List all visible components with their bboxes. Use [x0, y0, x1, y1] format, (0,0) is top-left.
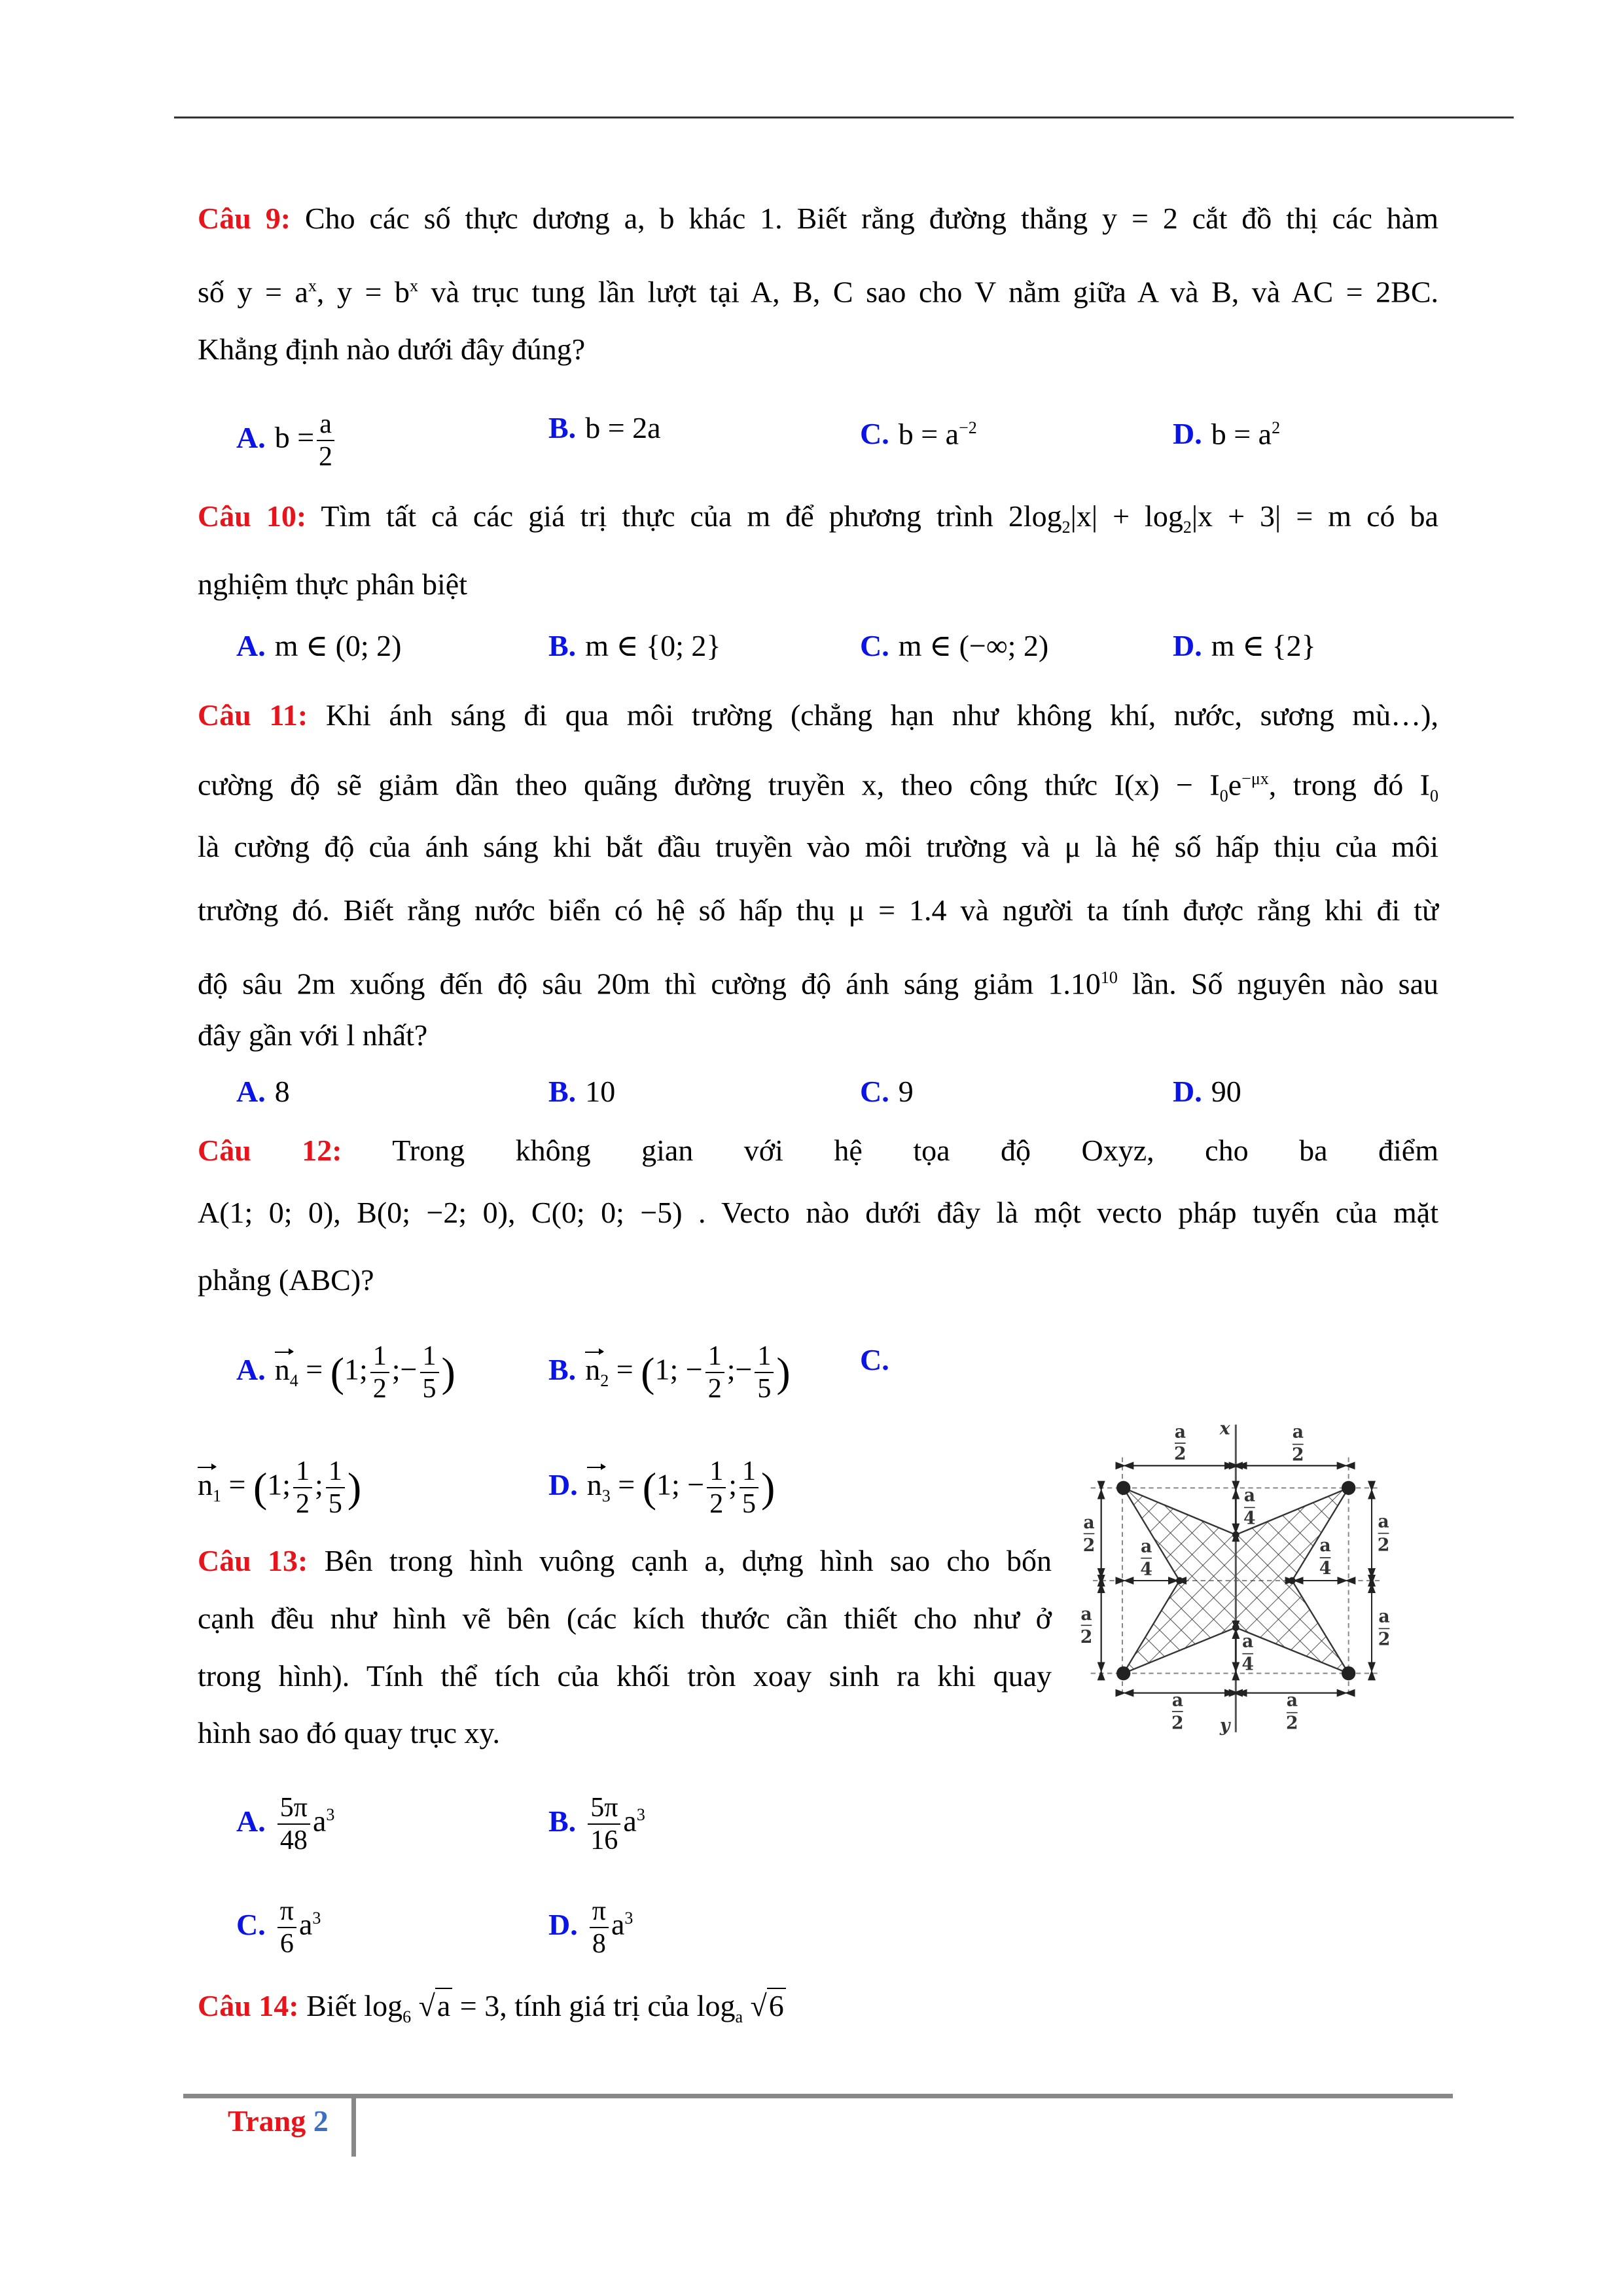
option-text: a — [298, 1907, 313, 1941]
fraction — [277, 1792, 310, 1856]
q14-sub: 6 — [402, 2007, 412, 2027]
dim-num: a — [1083, 1513, 1095, 1533]
dim-den: 2 — [1171, 1713, 1184, 1734]
dim-label-quarter-right — [1319, 1535, 1332, 1579]
vector-index: 1 — [213, 1486, 221, 1505]
fraction — [293, 1456, 312, 1520]
q10-math: = m — [1281, 499, 1352, 533]
q9-sup: x — [308, 276, 317, 295]
option-text: m ∈ (−∞; 2) — [898, 629, 1049, 662]
option-text: b = a — [1211, 417, 1272, 451]
fraction — [705, 1340, 724, 1405]
dim-den: 2 — [1080, 1627, 1093, 1647]
option-sup: 2 — [1272, 418, 1281, 437]
q12-line-3: phẳng (ABC)? — [198, 1263, 374, 1297]
q13-label: Câu 13: — [198, 1544, 308, 1577]
fraction — [326, 1456, 345, 1520]
footer-divider — [351, 2094, 356, 2157]
q11-line-4: trường đó. Biết rằng nước biển có hệ số hấp thụ μ = 1.4 và người ta tính được rằng khi đi từ — [198, 893, 1438, 927]
q10-option-a[interactable] — [236, 626, 401, 666]
denominator: 5 — [742, 1489, 757, 1519]
dim-label-right-lower — [1378, 1606, 1391, 1649]
denominator: 2 — [296, 1489, 310, 1519]
option-sup: 3 — [312, 1909, 321, 1928]
q9-line-2 — [198, 266, 1439, 309]
option-text: 10 — [585, 1075, 616, 1108]
option-letter: A. — [236, 1352, 266, 1386]
q9-math: , y = b — [316, 275, 410, 309]
dim-num: a — [1174, 1422, 1186, 1443]
q10-sub: 2 — [1061, 518, 1071, 537]
dim-label-top-right — [1292, 1422, 1304, 1465]
component: 1; − — [654, 1352, 703, 1386]
q10-text: Tìm tất cả các giá trị thực của m để phương trình — [306, 499, 1008, 533]
option-sup: 3 — [326, 1805, 335, 1825]
option-text: b = a — [898, 417, 959, 451]
header-rule — [174, 117, 1514, 118]
dim-label-right-upper — [1378, 1511, 1390, 1555]
dim-den: 2 — [1377, 1535, 1390, 1556]
dim-label-quarter-left — [1140, 1537, 1152, 1580]
q9-text: và trục tung lần lượt tại A, B, C sao cho V nằm giữa A và B, và — [418, 275, 1292, 309]
q10-option-d[interactable] — [1173, 626, 1316, 666]
q12-option-d[interactable]: D. $n_3 = (1$; − $\frac{1}{2}$ ; $\frac{1}{5}$ ) — [548, 1456, 776, 1519]
numerator: 1 — [740, 1456, 758, 1488]
q9-text: . — [1431, 275, 1439, 309]
q12-option-b[interactable]: B. $n_2 = (1$; − $\frac{1}{2}$ ;− $\frac{1}{5}$ ) — [548, 1341, 791, 1404]
q9-math: AC = 2BC — [1291, 275, 1431, 309]
dim-num: a — [1292, 1422, 1304, 1443]
denominator: 2 — [372, 1374, 387, 1404]
q12-text: Trong không gian với hệ tọa độ Oxyz, cho ba điểm — [392, 1134, 1438, 1167]
fraction — [740, 1456, 758, 1520]
q10-line-2: nghiệm thực phân biệt — [198, 567, 468, 601]
option-letter: C. — [860, 417, 889, 451]
denominator: 5 — [328, 1489, 342, 1519]
dim-num: a — [1286, 1690, 1298, 1711]
denominator: 2 — [709, 1489, 724, 1519]
numerator: π — [277, 1895, 296, 1928]
option-sup: 3 — [624, 1909, 633, 1928]
axis-label-y: y — [1219, 1715, 1230, 1736]
q9-option-a[interactable] — [236, 408, 337, 473]
fraction — [277, 1895, 296, 1960]
dim-label-bottom-left — [1171, 1691, 1184, 1734]
option-letter: B. — [548, 1075, 577, 1108]
option-letter: A. — [236, 1075, 266, 1108]
option-letter: D. — [548, 1467, 578, 1501]
q12-option-c[interactable]: $n_1 = (1$; $\frac{1}{2}$ ; $\frac{1}{5}$ ) — [198, 1456, 362, 1519]
vector-index: 4 — [289, 1371, 298, 1390]
q9-text: cắt đồ thị các hàm — [1177, 202, 1438, 235]
option-text: 9 — [898, 1075, 914, 1108]
option-letter: B. — [548, 1352, 577, 1386]
q9-line-1 — [198, 199, 1438, 238]
vector-index: 3 — [601, 1486, 611, 1505]
dim-num: a — [1378, 1606, 1390, 1627]
separator: ; — [315, 1467, 323, 1501]
q11-label: Câu 11: — [198, 698, 308, 732]
q13-option-d[interactable] — [548, 1895, 633, 1960]
component: 1; — [267, 1467, 291, 1501]
denominator: 5 — [757, 1374, 772, 1404]
option-letter: D. — [1173, 1075, 1202, 1108]
dim-label-top-left — [1174, 1422, 1186, 1464]
denominator: 6 — [279, 1929, 294, 1959]
q11-text: Khi ánh sáng đi qua môi trường (chẳng hạn như không khí, nước, sương mù…), — [308, 698, 1438, 732]
q13-option-b[interactable] — [548, 1792, 645, 1856]
q11-sup: −μx — [1241, 769, 1269, 788]
dim-den: 2 — [1174, 1444, 1186, 1464]
page-label: Trang — [228, 2104, 306, 2138]
paren-left: ( — [330, 1349, 344, 1395]
q11-option-a[interactable] — [236, 1072, 290, 1111]
fraction — [590, 1895, 609, 1960]
numerator: 1 — [755, 1340, 774, 1373]
dim-num: a — [1080, 1604, 1092, 1624]
q10-math: 2log — [1008, 499, 1062, 533]
q11-option-c[interactable] — [860, 1072, 914, 1111]
dim-num: a — [1378, 1511, 1389, 1532]
dim-den: 2 — [1082, 1535, 1096, 1556]
paren-right: ) — [761, 1464, 776, 1511]
option-letter: D. — [1173, 629, 1202, 662]
fraction — [707, 1456, 726, 1520]
fraction — [317, 408, 334, 473]
q14-line-1: Câu 14: Biết $\log_6 √a = 3$, tính giá trị của $\log_a √6$ — [198, 1986, 786, 2026]
q10-option-c[interactable] — [860, 626, 1048, 666]
q10-math: + log — [1097, 499, 1183, 533]
component: 1; — [344, 1352, 368, 1386]
q9-line-3: Khẳng định nào dưới đây đúng? — [198, 332, 586, 366]
q9-text: Cho các số thực dương a, b khác 1. Biết rằng đường thẳng — [291, 202, 1103, 235]
option-letter: C. — [860, 1075, 889, 1108]
separator: ;− — [391, 1352, 418, 1386]
q12-line-2 — [198, 1193, 1438, 1232]
q13-line-4: hình sao đó quay trục xy. — [198, 1716, 501, 1749]
dim-num: a — [1141, 1536, 1152, 1557]
numerator: 1 — [370, 1340, 389, 1373]
dim-den: 4 — [1319, 1558, 1332, 1579]
numerator: 1 — [705, 1340, 724, 1373]
option-text: b = — [274, 420, 315, 454]
option-letter: D. — [548, 1907, 578, 1941]
fraction — [370, 1340, 389, 1405]
q11-option-b[interactable] — [548, 1072, 615, 1111]
q11-text: lần. Số nguyên nào sau — [1117, 967, 1438, 1001]
option-letter: C. — [236, 1907, 266, 1941]
numerator: 1 — [707, 1456, 726, 1488]
numerator: 1 — [326, 1456, 345, 1488]
q14-sub: a — [735, 2007, 743, 2027]
numerator: 1 — [293, 1456, 312, 1488]
q11-option-d[interactable] — [1173, 1072, 1241, 1111]
vector-index: 2 — [600, 1371, 609, 1390]
q9-option-c[interactable] — [860, 408, 977, 454]
q14-text: Biết log — [298, 1989, 403, 2022]
separator: ;− — [726, 1352, 753, 1386]
option-text: a — [611, 1907, 625, 1941]
option-text: m ∈ {0; 2} — [585, 629, 721, 662]
q13-line-2: cạnh đều như hình vẽ bên (các kích thước cần thiết cho như ở — [198, 1602, 1052, 1635]
denominator: 2 — [707, 1374, 722, 1404]
dim-num: a — [1242, 1631, 1254, 1652]
q10-line-1 — [198, 497, 1438, 536]
dim-label-quarter-bottom — [1241, 1632, 1254, 1675]
q14-sqrt: a — [435, 1988, 452, 2022]
q14-text: = 3, tính giá trị của log — [452, 1989, 736, 2022]
numerator: 1 — [420, 1340, 439, 1373]
q13-option-a[interactable] — [236, 1792, 334, 1856]
q9-text: số — [198, 275, 238, 309]
dim-den: 2 — [1292, 1444, 1304, 1465]
denominator: 48 — [279, 1825, 308, 1856]
dim-label-left-upper — [1083, 1513, 1096, 1556]
fraction — [755, 1340, 774, 1405]
q11-sub: 0 — [1219, 786, 1228, 806]
q11-text: độ sâu 2m xuống đến độ sâu 20m thì cường độ ánh sáng giảm 1.10 — [198, 967, 1101, 1001]
option-letter: A. — [236, 629, 266, 662]
q11-text: cường độ sẽ giảm dần theo quãng đường truyền x, theo công thức — [198, 768, 1115, 802]
dim-label-left-lower — [1080, 1604, 1093, 1647]
q12-points: A(1; 0; 0), B(0; −2; 0), C(0; 0; −5) — [198, 1196, 683, 1229]
q11-sup: 10 — [1100, 968, 1118, 987]
footer-rule — [183, 2094, 1453, 2098]
dim-den: 4 — [1243, 1508, 1256, 1529]
option-letter: D. — [1173, 417, 1202, 451]
option-text: a — [312, 1804, 327, 1838]
q11-math: I(x) − I — [1114, 768, 1220, 802]
q13-text: Bên trong hình vuông cạnh a, dựng hình sao cho bốn — [308, 1544, 1052, 1577]
numerator: π — [590, 1895, 609, 1928]
q9-math: y = a — [237, 275, 308, 309]
q13-option-c[interactable] — [236, 1895, 321, 1960]
dim-den: 4 — [1140, 1559, 1152, 1580]
page-value: 2 — [313, 2104, 329, 2138]
option-text: 90 — [1211, 1075, 1241, 1108]
option-text: 8 — [274, 1075, 290, 1108]
q11-line-2 — [198, 759, 1438, 806]
paren-left: ( — [641, 1349, 655, 1395]
option-letter: B. — [548, 411, 577, 444]
q14-sqrt: 6 — [767, 1988, 786, 2022]
paren-right: ) — [347, 1464, 362, 1511]
denominator: 16 — [590, 1825, 618, 1856]
q9-sup: x — [409, 276, 418, 295]
q11-math: e — [1228, 768, 1242, 802]
q12-label: Câu 12: — [198, 1134, 342, 1167]
component: 1; − — [656, 1467, 705, 1501]
denominator: 2 — [319, 442, 333, 472]
option-letter: B. — [548, 1804, 577, 1838]
option-text: a — [623, 1804, 637, 1838]
page-number — [228, 2102, 329, 2141]
option-sup: −2 — [959, 418, 977, 437]
option-letter: B. — [548, 629, 577, 662]
q9-option-b[interactable] — [548, 408, 661, 448]
numerator: a — [317, 408, 334, 441]
option-letter: A. — [236, 420, 266, 454]
q13-line-3: trong hình). Tính thể tích của khối tròn xoay sinh ra khi quay — [198, 1659, 1052, 1693]
q12-option-a[interactable]: A. $n_4 = (1$; $\frac{1}{2}$ ;− $\frac{1}{5}$ ) — [236, 1341, 455, 1404]
separator: ; — [728, 1467, 738, 1501]
paren-left: ( — [253, 1464, 268, 1511]
q10-math: |x + 3| — [1191, 499, 1281, 533]
paren-right: ) — [441, 1349, 455, 1395]
fraction — [420, 1340, 439, 1405]
option-text: m ∈ {2} — [1211, 629, 1316, 662]
q10-option-b[interactable] — [548, 626, 721, 666]
q9-math: y = 2 — [1102, 202, 1178, 235]
paren-right: ) — [776, 1349, 791, 1395]
q10-label: Câu 10: — [198, 499, 307, 533]
dim-den: 4 — [1241, 1654, 1254, 1675]
q14-label: Câu 14: — [198, 1989, 299, 2022]
q13-line-1 — [198, 1541, 1052, 1581]
q11-text: , trong đó I — [1268, 768, 1430, 802]
star-figure — [1073, 1414, 1414, 1748]
numerator: 5π — [277, 1792, 310, 1825]
q11-line-6: đây gần với l nhất? — [198, 1018, 428, 1052]
vector-symbol: n — [585, 1350, 600, 1390]
option-letter: C. — [860, 629, 889, 662]
q11-line-5 — [198, 958, 1438, 1001]
q10-text: có ba — [1351, 499, 1438, 533]
vector-symbol: n — [587, 1465, 602, 1505]
axis-label-x: x — [1219, 1418, 1230, 1439]
option-sup: 3 — [636, 1805, 645, 1825]
option-letter: C. — [860, 1343, 889, 1376]
q12-text: . Vecto nào dưới đây là một vecto pháp tuyến của mặt — [682, 1196, 1438, 1229]
q12-line-1 — [198, 1131, 1438, 1170]
dim-label-bottom-right — [1286, 1691, 1298, 1734]
q10-math: |x| — [1070, 499, 1098, 533]
dim-den: 2 — [1286, 1713, 1298, 1734]
q10-sub: 2 — [1183, 518, 1192, 537]
q11-sub: 0 — [1430, 786, 1438, 806]
q11-line-1 — [198, 696, 1438, 735]
vector-symbol: n — [198, 1465, 213, 1505]
dim-label-quarter-top — [1243, 1485, 1256, 1528]
q9-label: Câu 9: — [198, 202, 291, 235]
dim-den: 2 — [1378, 1629, 1391, 1650]
option-letter: A. — [236, 1804, 266, 1838]
dim-num: a — [1171, 1690, 1183, 1711]
dim-num: a — [1243, 1485, 1255, 1506]
vector-symbol: n — [275, 1350, 290, 1390]
q12-option-c-letter[interactable] — [860, 1340, 899, 1380]
numerator: 5π — [588, 1792, 620, 1825]
denominator: 5 — [422, 1374, 437, 1404]
fraction — [588, 1792, 620, 1856]
q9-option-d[interactable] — [1173, 408, 1280, 454]
option-text: b = 2a — [585, 411, 661, 444]
option-text: m ∈ (0; 2) — [274, 629, 402, 662]
paren-left: ( — [642, 1464, 656, 1511]
denominator: 8 — [592, 1929, 606, 1959]
dim-num: a — [1319, 1535, 1331, 1556]
q11-line-3: là cường độ của ánh sáng khi bắt đầu truyền vào môi trường và μ là hệ số hấp thịu của môi — [198, 830, 1438, 863]
